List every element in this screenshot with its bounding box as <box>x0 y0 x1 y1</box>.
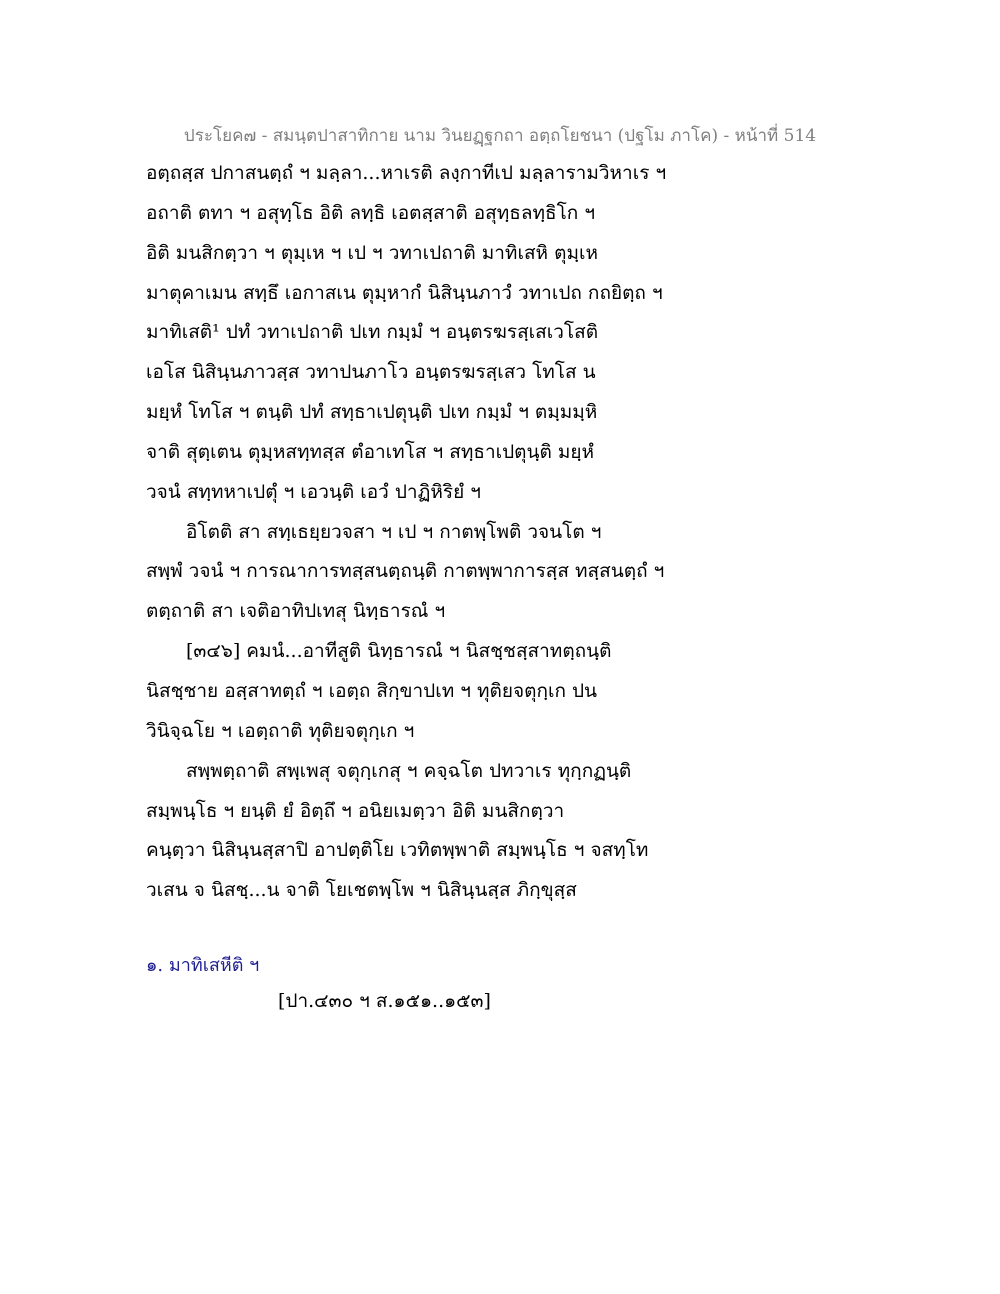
body-line-13: [๓๔๖] คมนํ...อาทีสูติ นิทฺธารณํ ฯ นิสชฺชสฺสาทตฺถนฺติ <box>186 640 612 663</box>
body-line-8: จาติ สุตฺเตน ตุมฺหสทฺทสฺส ตํอาเทโส ฯ สทฺธาเปตุนฺติ มยฺหํ <box>146 440 595 463</box>
page-reference: [ปา.๔๓๐ ฯ ส.๑๕๑..๑๕๓] <box>278 990 491 1012</box>
body-line-18: คนฺตฺวา นิสินฺนสฺสาปิ อาปตฺติโย เวทิตพฺพาติ สมฺพนฺโธ ฯ จสทฺโท <box>146 839 649 862</box>
body-line-15: วินิจฺฉโย ฯ เอตฺถาติ ทุติยจตุกฺเก ฯ <box>146 719 415 742</box>
body-line-14: นิสชฺชาย อสฺสาทตฺถํ ฯ เอตฺถ สิกฺขาปเท ฯ ทุติยจตุกฺเก ปน <box>146 679 598 702</box>
body-line-12: ตตฺถาติ สา เจติอาทิปเทสุ นิทฺธารณํ ฯ <box>146 600 446 623</box>
body-line-17: สมฺพนฺโธ ฯ ยนฺติ ยํ อิตฺถึ ฯ อนิยเมตฺวา อิติ มนสิกตฺวา <box>146 799 565 822</box>
body-line-5: มาทิเสติ¹ ปทํ วทาเปถาติ ปเท กมฺมํ ฯ อนฺตรฆรสฺเสเวโสติ <box>146 321 599 344</box>
body-line-10: อิโตติ สา สทฺเธยฺยวจสา ฯ เป ฯ กาตพฺโพติ วจนโต ฯ <box>186 520 602 543</box>
body-line-6: เอโส นิสินฺนภาวสฺส วทาปนภาโว อนฺตรฆรสฺเสว โทโส น <box>146 361 596 384</box>
footnote: ๑. มาทิเสหีติ ฯ <box>146 955 260 976</box>
body-line-16: สพฺพตฺถาติ สพฺเพสุ จตุกฺเกสุ ฯ คจฺฉโต ปทวาเร ทุกฺกฏนฺติ <box>186 759 632 782</box>
body-line-2: อถาติ ตทา ฯ อสุทฺโธ อิติ ลทฺธิ เอตสฺสาติ อสุทฺธลทฺธิโก ฯ <box>146 201 596 224</box>
body-line-11: สพฺพํ วจนํ ฯ การณาการทสฺสนตฺถนฺติ กาตพฺพาการสฺส ทสฺสนตฺถํ ฯ <box>146 560 665 583</box>
page-header: ประโยค๗ - สมนฺตปาสาทิกาย นาม วินยฏฺฐกถา อตฺถโยชนา (ปฐโม ภาโค) - หน้าที่ 514 <box>183 126 817 146</box>
body-line-4: มาตุคาเมน สทฺธึ เอกาสเน ตุมฺหากํ นิสินฺนภาวํ วทาเปถ กถยิตฺถ ฯ <box>146 281 663 304</box>
body-line-3: อิติ มนสิกตฺวา ฯ ตุมฺเห ฯ เป ฯ วทาเปถาติ มาทิเสหิ ตุมฺเห <box>146 241 598 264</box>
body-text <box>146 158 866 915</box>
body-line-7: มยฺหํ โทโส ฯ ตนฺติ ปทํ สทฺธาเปตุนฺติ ปเท กมฺมํ ฯ ตมฺมมฺหิ <box>146 401 598 424</box>
body-line-1: อตฺถสฺส ปกาสนตฺถํ ฯ มลฺลา...หาเรติ ลงฺกาทีเป มลฺลารามวิหาเร ฯ <box>146 162 667 184</box>
body-line-19: วเสน จ นิสชฺ...น จาติ โยเชตพฺโพ ฯ นิสินฺนสฺส ภิกฺขุสฺส <box>146 879 577 902</box>
body-line-9: วจนํ สทฺทหาเปตุํ ฯ เอวนฺติ เอวํ ปาฏิหิริยํ ฯ <box>146 480 481 503</box>
